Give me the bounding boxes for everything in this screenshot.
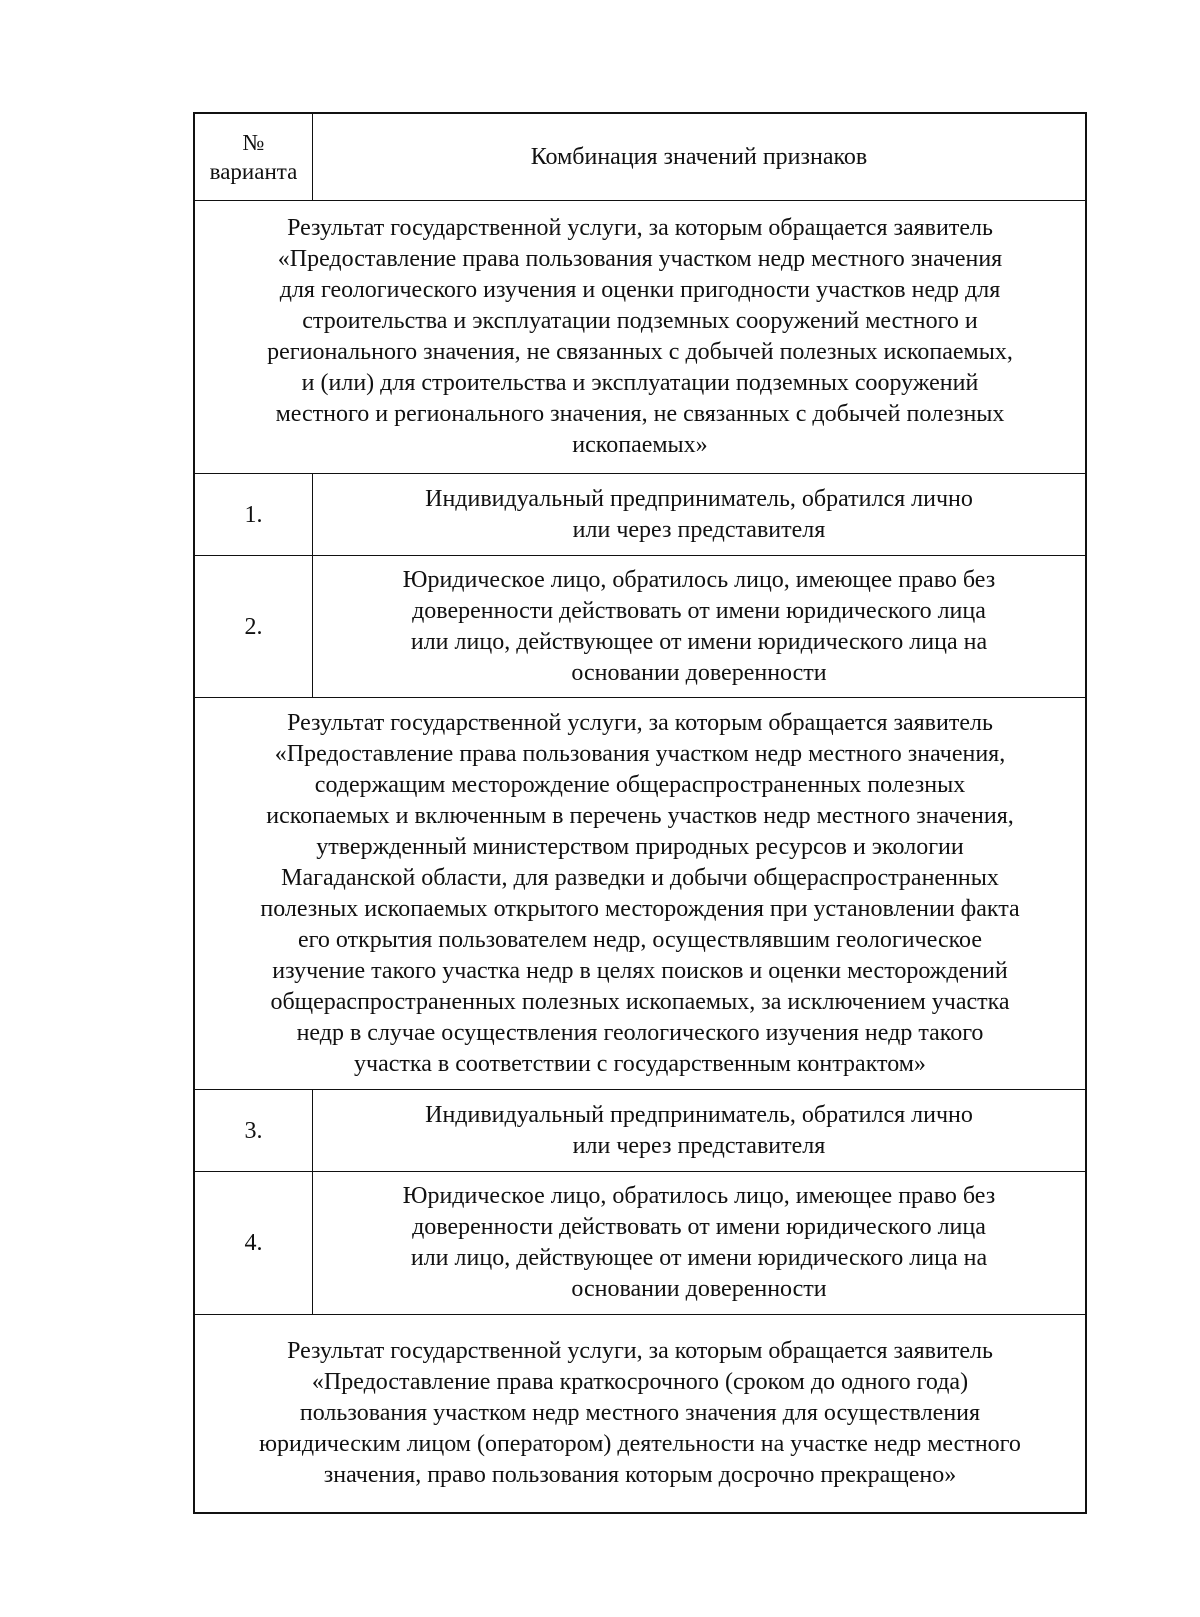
variant-number: 3. <box>244 1117 263 1144</box>
variant-number-cell <box>195 474 313 555</box>
variant-row-3 <box>195 1089 1085 1171</box>
variant-line: основании доверенности <box>571 1276 827 1302</box>
result-line: участка в соответствии с государственным контрактом» <box>354 1050 926 1077</box>
result-line: Результат государственной услуги, за которым обращается заявитель <box>287 215 993 241</box>
variant-description-cell <box>313 1090 1085 1171</box>
variant-number-cell <box>195 556 313 697</box>
variant-line: или лицо, действующее от имени юридического лица на <box>410 628 988 655</box>
variant-row-2 <box>195 555 1085 697</box>
result-line: значения, право пользования которым досрочно прекращено» <box>323 1462 957 1488</box>
section-2-result-cell <box>195 698 1085 1089</box>
table-header-row <box>195 114 1085 200</box>
variant-description-cell <box>313 1172 1085 1314</box>
variant-line: или лицо, действующее от имени юридического лица на <box>410 1245 988 1271</box>
variant-line: Юридическое лицо, обратилось лицо, имеющее право без <box>402 1183 996 1209</box>
result-line: и (или) для строительства и эксплуатации подземных сооружений <box>301 370 979 396</box>
header-number-label: варианта <box>209 159 298 184</box>
variant-line: Индивидуальный предприниматель, обратился лично <box>425 485 973 512</box>
variant-row-1 <box>195 473 1085 555</box>
result-line: его открытия пользователем недр, осуществлявшим геологическое <box>298 926 982 953</box>
result-line: «Предоставление права пользования участком недр местного значения <box>277 246 1003 272</box>
variant-line: Индивидуальный предприниматель, обратился лично <box>425 1101 973 1128</box>
result-line: «Предоставление права пользования участком недр местного значения, <box>274 740 1006 767</box>
variant-line: или через представителя <box>572 516 826 543</box>
header-title-cell <box>313 114 1085 200</box>
result-line: ископаемых» <box>572 432 708 458</box>
result-line: юридическим лицом (оператором) деятельности на участке недр местного <box>259 1431 1021 1457</box>
variant-number: 2. <box>244 613 263 640</box>
section-3-result-row <box>195 1314 1085 1512</box>
result-line: пользования участком недр местного значения для осуществления <box>299 1400 981 1426</box>
variant-number: 4. <box>244 1230 263 1256</box>
result-line: Результат государственной услуги, за которым обращается заявитель <box>287 1338 993 1364</box>
header-number-cell <box>195 114 313 200</box>
result-line: содержащим месторождение общераспространенных полезных <box>314 771 966 798</box>
result-line: «Предоставление права краткосрочного (сроком до одного года) <box>311 1369 969 1395</box>
variant-line: или через представителя <box>572 1132 826 1159</box>
variant-number-cell <box>195 1090 313 1171</box>
variant-number: 1. <box>244 501 263 528</box>
section-2-result-row <box>195 697 1085 1089</box>
section-1-result-cell <box>195 201 1085 473</box>
result-line: местного и регионального значения, не связанных с добычей полезных <box>275 401 1005 427</box>
variant-line: доверенности действовать от имени юридического лица <box>412 597 986 624</box>
result-line: ископаемых и включенным в перечень участков недр местного значения, <box>266 802 1014 829</box>
header-title: Комбинация значений признаков <box>530 143 868 170</box>
result-line: для геологического изучения и оценки пригодности участков недр для <box>279 277 1001 303</box>
result-line: утвержденный министерством природных ресурсов и экологии <box>316 833 964 860</box>
variants-table <box>193 112 1087 1514</box>
result-line: строительства и эксплуатации подземных сооружений местного и <box>302 308 978 334</box>
variant-row-4 <box>195 1171 1085 1314</box>
variant-line: основании доверенности <box>571 659 827 686</box>
result-line: Результат государственной услуги, за которым обращается заявитель <box>287 709 993 736</box>
variant-description-cell <box>313 474 1085 555</box>
variant-number-cell <box>195 1172 313 1314</box>
variant-line: доверенности действовать от имени юридического лица <box>412 1214 986 1240</box>
variant-description-cell <box>313 556 1085 697</box>
result-line: Магаданской области, для разведки и добычи общераспространенных <box>281 864 999 891</box>
header-number-sign: № <box>242 130 265 155</box>
section-3-result-cell <box>195 1315 1085 1512</box>
result-line: полезных ископаемых открытого месторождения при установлении факта <box>260 895 1020 922</box>
section-1-result-row <box>195 200 1085 473</box>
result-line: общераспространенных полезных ископаемых, за исключением участка <box>270 988 1010 1015</box>
variant-line: Юридическое лицо, обратилось лицо, имеющее право без <box>402 566 996 593</box>
result-line: изучение такого участка недр в целях поисков и оценки месторождений <box>272 957 1008 984</box>
result-line: недр в случае осуществления геологического изучения недр такого <box>296 1019 984 1046</box>
result-line: регионального значения, не связанных с добычей полезных ископаемых, <box>267 339 1013 365</box>
